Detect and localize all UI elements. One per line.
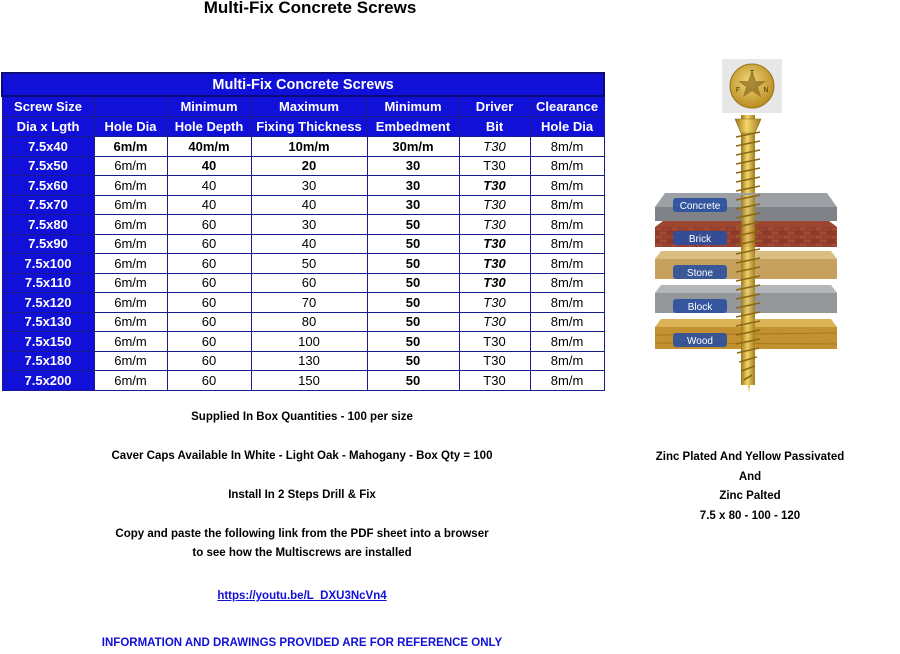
- screw-head: [735, 119, 761, 133]
- table-cell: 50: [367, 215, 459, 235]
- table-cell: 8m/m: [530, 293, 604, 313]
- table-cell: 6m/m: [94, 137, 167, 157]
- table-row: [2, 156, 604, 176]
- table-cell: T30: [459, 195, 530, 215]
- table-cell: T30: [459, 215, 530, 235]
- layer-label-text: Stone: [686, 268, 714, 279]
- table-cell: 6m/m: [94, 195, 167, 215]
- table-cell: 8m/m: [530, 234, 604, 254]
- table-cell: 50: [367, 273, 459, 293]
- table-row: [2, 254, 604, 274]
- screw-size-cell: 7.5x150: [2, 332, 94, 352]
- table-cell: 6m/m: [94, 351, 167, 371]
- layer-label-text: Wood: [687, 336, 713, 347]
- header-cell: Driver: [459, 96, 530, 117]
- table-cell: T30: [459, 137, 530, 157]
- screw-layers-illustration: [655, 115, 840, 397]
- header-cell: Screw Size: [2, 96, 94, 117]
- finish-line-1: Zinc Plated And Yellow Passivated: [655, 451, 845, 463]
- header-cell: Minimum: [367, 96, 459, 117]
- header-row-1: [2, 96, 604, 117]
- table-row: [2, 195, 604, 215]
- header-cell: Hole Depth: [167, 117, 251, 137]
- caver-caps-note: Caver Caps Available In White - Light Oak - Mahogany - Box Qty = 100: [111, 450, 493, 462]
- spec-table: [1, 72, 605, 391]
- screw-size-cell: 7.5x40: [2, 137, 94, 157]
- table-cell: 6m/m: [94, 332, 167, 352]
- table-cell: 8m/m: [530, 312, 604, 332]
- table-cell: 6m/m: [94, 293, 167, 313]
- finish-block: [600, 448, 900, 526]
- table-cell: 50: [367, 293, 459, 313]
- layer-label-stone: [673, 265, 727, 279]
- table-cell: 6m/m: [94, 273, 167, 293]
- table-cell: T30: [459, 293, 530, 313]
- table-cell: 100: [251, 332, 367, 352]
- table-cell: 10m/m: [251, 137, 367, 157]
- table-cell: 30: [367, 195, 459, 215]
- table-cell: 6m/m: [94, 156, 167, 176]
- table-cell: 50: [251, 254, 367, 274]
- table-cell: 30: [367, 176, 459, 196]
- layer-label-wood: [673, 333, 727, 347]
- table-cell: 50: [367, 234, 459, 254]
- table-cell: 8m/m: [530, 371, 604, 391]
- head-mark: F: [735, 87, 741, 94]
- finish-line-3: Zinc Palted: [719, 490, 781, 502]
- table-cell: T30: [459, 176, 530, 196]
- table-cell: 60: [167, 332, 251, 352]
- table-cell: 80: [251, 312, 367, 332]
- table-cell: 20: [251, 156, 367, 176]
- table-row: [2, 273, 604, 293]
- table-cell: 50: [367, 312, 459, 332]
- table-cell: 6m/m: [94, 254, 167, 274]
- table-cell: 8m/m: [530, 351, 604, 371]
- table-cell: 6m/m: [94, 234, 167, 254]
- screw-size-cell: 7.5x90: [2, 234, 94, 254]
- header-row-2: [2, 117, 604, 137]
- table-cell: 60: [167, 312, 251, 332]
- table-title: Multi-Fix Concrete Screws: [2, 73, 604, 96]
- screw-size-cell: 7.5x70: [2, 195, 94, 215]
- table-cell: 30m/m: [367, 137, 459, 157]
- table-cell: 6m/m: [94, 371, 167, 391]
- table-row: [2, 332, 604, 352]
- table-cell: 8m/m: [530, 137, 604, 157]
- table-cell: 6m/m: [94, 215, 167, 235]
- table-cell: 50: [367, 254, 459, 274]
- table-cell: 40: [167, 195, 251, 215]
- copy-link-line-1: [0, 528, 604, 540]
- finish-line-4: 7.5 x 80 - 100 - 120: [699, 509, 801, 522]
- header-cell: Fixing Thickness: [251, 117, 367, 137]
- table-cell: 50: [367, 371, 459, 391]
- table-cell: 40: [251, 234, 367, 254]
- table-cell: 70: [251, 293, 367, 313]
- table-cell: 60: [167, 234, 251, 254]
- table-cell: 60: [167, 273, 251, 293]
- screw-size-cell: 7.5x50: [2, 156, 94, 176]
- table-cell: T30: [459, 234, 530, 254]
- install-note: Install In 2 Steps Drill & Fix: [228, 489, 376, 501]
- copy-link-line-2: to see how the Multiscrews are installed: [192, 547, 412, 559]
- table-cell: T30: [459, 351, 530, 371]
- header-cell: Bit: [459, 117, 530, 137]
- header-cell: Hole Dia: [94, 117, 167, 137]
- layer-label-text: Brick: [688, 234, 712, 245]
- table-cell: 150: [251, 371, 367, 391]
- header-cell: Clearance: [530, 96, 604, 117]
- layer-label-concrete: [673, 198, 727, 212]
- table-cell: 40: [167, 156, 251, 176]
- layer-label-brick: [673, 231, 727, 245]
- reference-disclaimer: INFORMATION AND DRAWINGS PROVIDED ARE FOR REFERENCE ONLY: [101, 637, 503, 649]
- table-cell: 8m/m: [530, 273, 604, 293]
- table-cell: 30: [251, 215, 367, 235]
- table-cell: 30: [367, 156, 459, 176]
- header-cell: Embedment: [367, 117, 459, 137]
- screw-size-cell: 7.5x80: [2, 215, 94, 235]
- table-cell: 60: [167, 254, 251, 274]
- table-row: [2, 312, 604, 332]
- table-row: [2, 234, 604, 254]
- video-link[interactable]: https://youtu.be/L_DXU3NcVn4: [217, 590, 387, 602]
- head-mark: T: [749, 70, 755, 77]
- table-cell: 60: [251, 273, 367, 293]
- finish-line-2: And: [738, 470, 762, 483]
- table-cell: T30: [459, 371, 530, 391]
- table-cell: 40m/m: [167, 137, 251, 157]
- screw-size-cell: 7.5x60: [2, 176, 94, 196]
- table-cell: 50: [367, 351, 459, 371]
- table-cell: 60: [167, 351, 251, 371]
- copy-link-text-1: Copy and paste the following link from the PDF sheet into a browser: [115, 528, 489, 540]
- table-cell: 8m/m: [530, 254, 604, 274]
- table-cell: 8m/m: [530, 195, 604, 215]
- table-cell: 6m/m: [94, 312, 167, 332]
- layer-label-text: Block: [687, 302, 713, 313]
- table-cell: 40: [167, 176, 251, 196]
- table-cell: 60: [167, 371, 251, 391]
- table-row: [2, 176, 604, 196]
- box-quantity-note: Supplied In Box Quantities - 100 per size: [191, 411, 413, 423]
- table-cell: 8m/m: [530, 215, 604, 235]
- header-cell: Dia x Lgth: [2, 117, 94, 137]
- table-cell: 30: [251, 176, 367, 196]
- header-cell: [94, 96, 167, 117]
- screw-size-cell: 7.5x130: [2, 312, 94, 332]
- page-title: Multi-Fix Concrete Screws: [203, 0, 417, 17]
- table-cell: T30: [459, 273, 530, 293]
- table-cell: 8m/m: [530, 332, 604, 352]
- header-cell: Maximum: [251, 96, 367, 117]
- layer-label-block: [673, 299, 727, 313]
- table-cell: 50: [367, 332, 459, 352]
- layer-label-text: Concrete: [679, 201, 721, 212]
- table-row: [2, 215, 604, 235]
- table-row: [2, 137, 604, 157]
- table-cell: 130: [251, 351, 367, 371]
- table-row: [2, 293, 604, 313]
- screw-head-image: [722, 59, 782, 113]
- head-mark: N: [763, 87, 769, 94]
- table-cell: 8m/m: [530, 176, 604, 196]
- header-cell: Hole Dia: [530, 117, 604, 137]
- header-cell: Minimum: [167, 96, 251, 117]
- table-cell: T30: [459, 156, 530, 176]
- screw-size-cell: 7.5x110: [2, 273, 94, 293]
- table-cell: T30: [459, 254, 530, 274]
- table-cell: 8m/m: [530, 156, 604, 176]
- screw-size-cell: 7.5x100: [2, 254, 94, 274]
- screw-size-cell: 7.5x200: [2, 371, 94, 391]
- table-cell: 60: [167, 293, 251, 313]
- screw-size-cell: 7.5x120: [2, 293, 94, 313]
- table-cell: 40: [251, 195, 367, 215]
- table-row: [2, 371, 604, 391]
- table-cell: 6m/m: [94, 176, 167, 196]
- table-cell: T30: [459, 332, 530, 352]
- table-cell: T30: [459, 312, 530, 332]
- table-cell: 60: [167, 215, 251, 235]
- table-row: [2, 351, 604, 371]
- screw-size-cell: 7.5x180: [2, 351, 94, 371]
